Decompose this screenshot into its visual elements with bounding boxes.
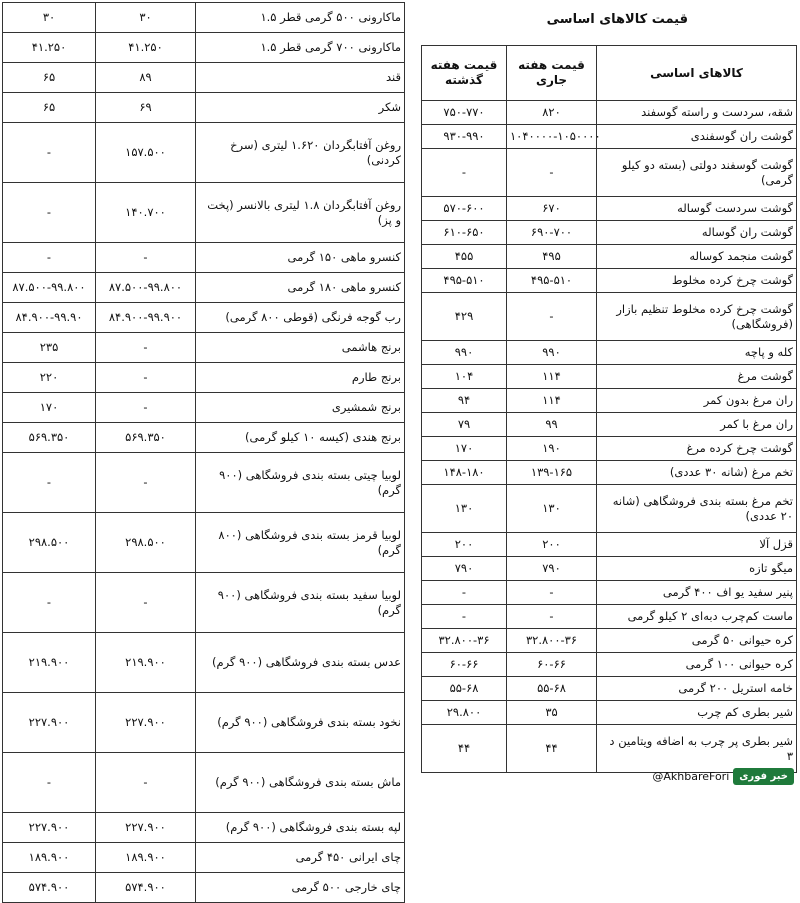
current-price-cell: ۱۸۹.۹۰۰ [96,843,196,873]
table-row [3,333,405,363]
table-row [3,303,405,333]
previous-price-cell: - [3,453,96,513]
current-price-cell: - [96,363,196,393]
item-name-cell: شکر [196,93,405,123]
item-name-cell: برنج طارم [196,363,405,393]
table-row [3,813,405,843]
table-row [3,363,405,393]
previous-price-cell: ۷۹۰ [422,557,507,581]
table-row [422,413,797,437]
previous-price-cell: ۹۹۰ [422,341,507,365]
table-row [3,753,405,813]
previous-price-cell: ۶۱۰-۶۵۰ [422,221,507,245]
previous-price-cell: ۷۵۰-۷۷۰ [422,101,507,125]
watermark-handle: @AkhbareFori [652,770,730,783]
table-row [422,365,797,389]
header-current-week: قیمت هفته جاری [507,46,597,101]
table-row [422,125,797,149]
table-row [422,677,797,701]
table-row [422,437,797,461]
previous-price-cell: ۱۴۸-۱۸۰ [422,461,507,485]
previous-price-cell: ۵۶۹.۳۵۰ [3,423,96,453]
previous-price-cell: ۱۷۰ [3,393,96,423]
table-row [422,197,797,221]
table-row [3,423,405,453]
table-row [422,629,797,653]
previous-price-cell: ۸۷.۵۰۰-۹۹.۸۰۰ [3,273,96,303]
previous-price-cell: - [3,123,96,183]
watermark [652,768,794,785]
previous-price-cell: - [3,243,96,273]
table-row [422,245,797,269]
current-price-cell: ۸۴.۹۰۰-۹۹.۹۰۰ [96,303,196,333]
item-name-cell: برنج هاشمی [196,333,405,363]
table-row [3,573,405,633]
table-row [422,581,797,605]
item-name-cell: ماکارونی ۷۰۰ گرمی قطر ۱.۵ [196,33,405,63]
current-price-cell: ۹۹۰ [507,341,597,365]
previous-price-cell: ۵۷۴.۹۰۰ [3,873,96,903]
item-name-cell: گوشت مرغ [597,365,797,389]
table-row [422,269,797,293]
table-row [422,653,797,677]
previous-price-cell: ۵۵-۶۸ [422,677,507,701]
previous-price-cell: ۳۰ [3,3,96,33]
current-price-cell: ۶۹۰-۷۰۰ [507,221,597,245]
header-row [422,46,797,101]
current-price-cell: ۱۴۰.۷۰۰ [96,183,196,243]
table-row [3,183,405,243]
item-name-cell: برنج شمشیری [196,393,405,423]
previous-price-cell: - [3,573,96,633]
current-price-cell: ۲۲۷.۹۰۰ [96,693,196,753]
current-price-cell: - [507,605,597,629]
previous-price-cell: - [3,753,96,813]
item-name-cell: تخم مرغ بسته بندی فروشگاهی (شانه ۲۰ عددی) [597,485,797,533]
previous-price-cell: ۹۳۰-۹۹۰ [422,125,507,149]
table-row [422,701,797,725]
current-price-cell: ۶۹ [96,93,196,123]
current-price-cell: ۲۲۷.۹۰۰ [96,813,196,843]
previous-price-cell: ۲۲۷.۹۰۰ [3,693,96,753]
item-name-cell: شیر بطری کم چرب [597,701,797,725]
current-price-cell: - [96,753,196,813]
previous-price-cell: ۴۲۹ [422,293,507,341]
current-price-cell: ۱۳۹-۱۶۵ [507,461,597,485]
item-name-cell: ران مرغ بدون کمر [597,389,797,413]
table-title: قیمت کالاهای اساسی [546,12,688,27]
item-name-cell: گوشت سردست گوساله [597,197,797,221]
table-row [3,393,405,423]
item-name-cell: گوشت چرخ کرده مرغ [597,437,797,461]
item-name-cell: خامه استریل ۲۰۰ گرمی [597,677,797,701]
table-row [3,3,405,33]
item-name-cell: میگو تازه [597,557,797,581]
item-name-cell: لوبیا چیتی بسته بندی فروشگاهی (۹۰۰ گرم) [196,453,405,513]
current-price-cell: ۴۹۵-۵۱۰ [507,269,597,293]
item-name-cell: شیر بطری پر چرب به اضافه ویتامین د ۳ [597,725,797,773]
previous-price-cell: ۲۹۸.۵۰۰ [3,513,96,573]
current-price-cell: ۵۶۹.۳۵۰ [96,423,196,453]
previous-price-cell: ۶۵ [3,63,96,93]
previous-price-cell: ۹۴ [422,389,507,413]
table-row [3,33,405,63]
table-row [3,693,405,753]
current-price-cell: ۸۷.۵۰۰-۹۹.۸۰۰ [96,273,196,303]
current-price-cell: ۶۰-۶۶ [507,653,597,677]
current-price-cell: ۹۹ [507,413,597,437]
current-price-cell: ۴۱.۲۵۰ [96,33,196,63]
item-name-cell: قزل آلا [597,533,797,557]
item-name-cell: گوشت گوسفند دولتی (بسته دو کیلو گرمی) [597,149,797,197]
item-name-cell: گوشت ران گوساله [597,221,797,245]
item-name-cell: کنسرو ماهی ۱۸۰ گرمی [196,273,405,303]
item-name-cell: برنج هندی (کیسه ۱۰ کیلو گرمی) [196,423,405,453]
table-row [422,341,797,365]
item-name-cell: پنیر سفید یو اف ۴۰۰ گرمی [597,581,797,605]
current-price-cell: - [96,393,196,423]
current-price-cell: ۲۰۰ [507,533,597,557]
brand-logo: خبر فوری [733,768,794,785]
table-row [422,461,797,485]
item-name-cell: گوشت منجمد کوساله [597,245,797,269]
current-price-cell: - [96,243,196,273]
previous-price-cell: - [422,581,507,605]
item-name-cell: ران مرغ با کمر [597,413,797,437]
previous-price-cell: ۲۲۷.۹۰۰ [3,813,96,843]
current-price-cell: ۲۹۸.۵۰۰ [96,513,196,573]
item-name-cell: گوشت چرخ کرده مخلوط [597,269,797,293]
table-row [3,123,405,183]
current-price-cell: ۲۱۹.۹۰۰ [96,633,196,693]
previous-price-cell: ۱۳۰ [422,485,507,533]
item-name-cell: ماست کم‌چرب دبه‌ای ۲ کیلو گرمی [597,605,797,629]
previous-price-cell: ۴۹۵-۵۱۰ [422,269,507,293]
previous-price-cell: ۱۸۹.۹۰۰ [3,843,96,873]
previous-price-cell: - [3,183,96,243]
table-row [422,485,797,533]
previous-price-cell: ۲۲۰ [3,363,96,393]
table-row [3,843,405,873]
current-price-cell: ۱۵۷.۵۰۰ [96,123,196,183]
item-name-cell: لوبیا قرمز بسته بندی فروشگاهی (۸۰۰ گرم) [196,513,405,573]
table-row [3,633,405,693]
current-price-cell: ۷۹۰ [507,557,597,581]
current-price-cell: ۳۲.۸۰۰-۳۶ [507,629,597,653]
table-row [422,149,797,197]
current-price-cell: ۸۲۰ [507,101,597,125]
item-name-cell: قند [196,63,405,93]
previous-price-cell: ۶۰-۶۶ [422,653,507,677]
previous-price-cell: ۴۴ [422,725,507,773]
previous-price-cell: ۶۵ [3,93,96,123]
item-name-cell: لپه بسته بندی فروشگاهی (۹۰۰ گرم) [196,813,405,843]
current-price-cell: ۳۰ [96,3,196,33]
item-name-cell: نخود بسته بندی فروشگاهی (۹۰۰ گرم) [196,693,405,753]
item-name-cell: چای خارجی ۵۰۰ گرمی [196,873,405,903]
table-row [422,725,797,773]
item-name-cell: عدس بسته بندی فروشگاهی (۹۰۰ گرم) [196,633,405,693]
table-row [422,221,797,245]
item-name-cell: کله و پاچه [597,341,797,365]
previous-price-cell: ۳۲.۸۰۰-۳۶ [422,629,507,653]
current-price-cell: - [507,293,597,341]
item-name-cell: روغن آفتابگردان ۱.۶۲۰ لیتری (سرخ کردنی) [196,123,405,183]
previous-price-cell: - [422,605,507,629]
previous-price-cell: - [422,149,507,197]
item-name-cell: کره حیوانی ۱۰۰ گرمی [597,653,797,677]
current-price-cell: ۱۳۰ [507,485,597,533]
table-row [3,93,405,123]
table-row [3,273,405,303]
table-row [3,453,405,513]
table-row [422,101,797,125]
current-price-cell: ۶۷۰ [507,197,597,221]
item-name-cell: چای ایرانی ۴۵۰ گرمی [196,843,405,873]
current-price-cell: ۴۴ [507,725,597,773]
previous-price-cell: ۸۴.۹۰۰-۹۹.۹۰ [3,303,96,333]
item-name-cell: تخم مرغ (شانه ۳۰ عددی) [597,461,797,485]
current-price-cell: - [507,149,597,197]
item-name-cell: ماش بسته بندی فروشگاهی (۹۰۰ گرم) [196,753,405,813]
table-row [3,513,405,573]
table-row [3,873,405,903]
table-row [422,557,797,581]
previous-price-cell: ۱۷۰ [422,437,507,461]
item-name-cell: گوشت ران گوسفندی [597,125,797,149]
item-name-cell: ماکارونی ۵۰۰ گرمی قطر ۱.۵ [196,3,405,33]
header-goods: کالاهای اساسی [597,46,797,101]
current-price-cell: ۸۹ [96,63,196,93]
table-row [3,63,405,93]
previous-price-cell: ۴۱.۲۵۰ [3,33,96,63]
current-price-cell: - [96,333,196,363]
item-name-cell: روغن آفتابگردان ۱.۸ لیتری بالانسر (پخت و پز) [196,183,405,243]
header-previous-week: قیمت هفته گذشته [422,46,507,101]
current-price-cell: ۱۱۴ [507,389,597,413]
item-name-cell: کره حیوانی ۵۰ گرمی [597,629,797,653]
previous-price-cell: ۲۹.۸۰۰ [422,701,507,725]
previous-price-cell: ۷۹ [422,413,507,437]
current-price-cell: - [96,453,196,513]
current-price-cell: ۵۵-۶۸ [507,677,597,701]
left-price-table [2,2,405,903]
table-row [422,389,797,413]
table-row [3,243,405,273]
current-price-cell: ۳۵ [507,701,597,725]
table-row [422,293,797,341]
right-price-table [421,45,797,773]
current-price-cell: ۱۰۴۰۰۰۰-۱۰۵۰۰۰۰ [507,125,597,149]
item-name-cell: گوشت چرخ کرده مخلوط تنظیم بازار (فروشگاهی) [597,293,797,341]
previous-price-cell: ۲۳۵ [3,333,96,363]
previous-price-cell: ۴۵۵ [422,245,507,269]
current-price-cell: ۱۱۴ [507,365,597,389]
previous-price-cell: ۱۰۴ [422,365,507,389]
previous-price-cell: ۲۰۰ [422,533,507,557]
item-name-cell: لوبیا سفید بسته بندی فروشگاهی (۹۰۰ گرم) [196,573,405,633]
current-price-cell: ۵۷۴.۹۰۰ [96,873,196,903]
current-price-cell: ۴۹۵ [507,245,597,269]
current-price-cell: ۱۹۰ [507,437,597,461]
table-row [422,533,797,557]
previous-price-cell: ۵۷۰-۶۰۰ [422,197,507,221]
table-row [422,605,797,629]
item-name-cell: کنسرو ماهی ۱۵۰ گرمی [196,243,405,273]
item-name-cell: شقه، سردست و راسته گوسفند [597,101,797,125]
current-price-cell: - [96,573,196,633]
item-name-cell: رب گوجه فرنگی (قوطی ۸۰۰ گرمی) [196,303,405,333]
previous-price-cell: ۲۱۹.۹۰۰ [3,633,96,693]
current-price-cell: - [507,581,597,605]
